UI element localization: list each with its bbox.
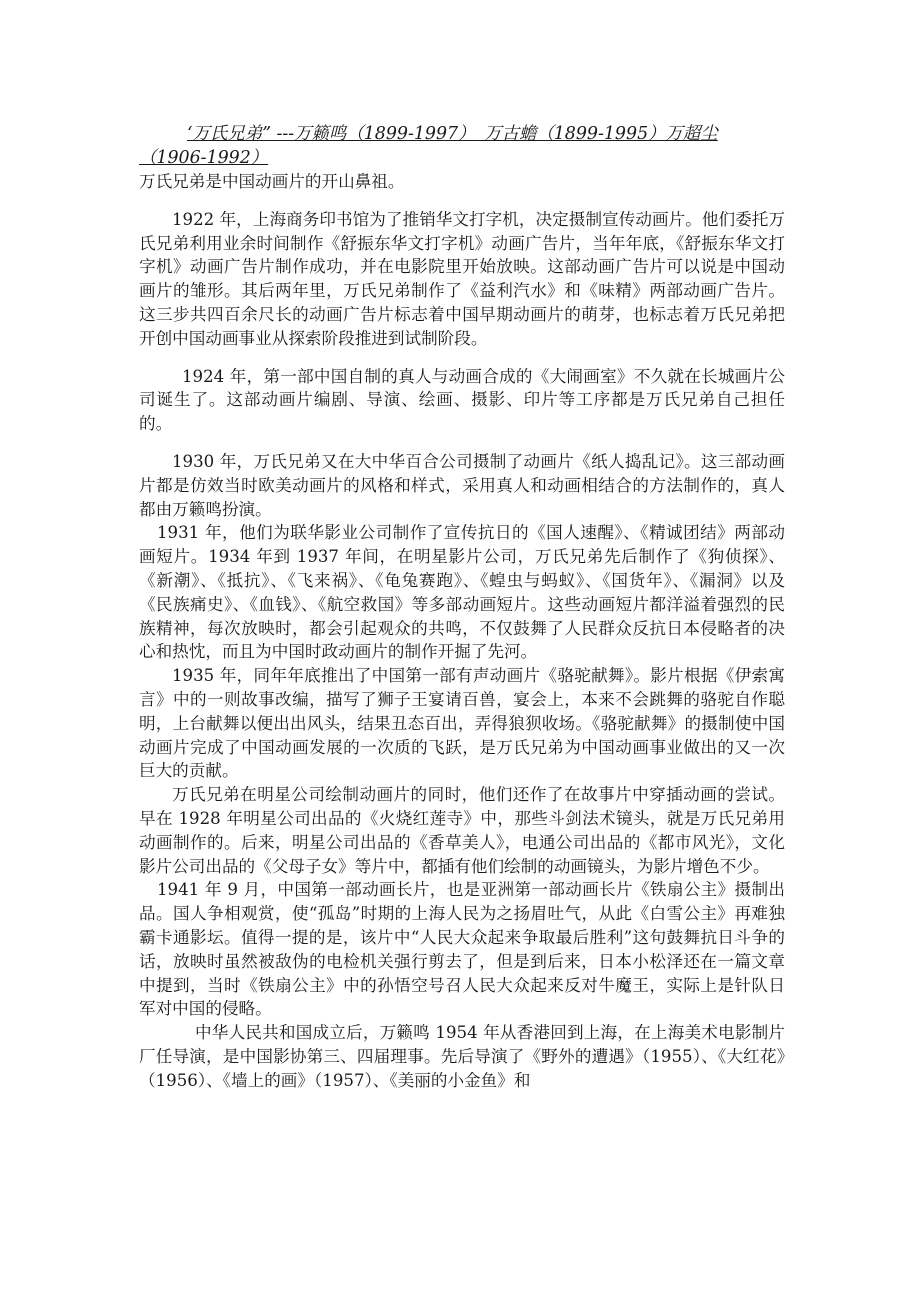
paragraph-after-1949: 中华人民共和国成立后，万籁鸣 1954 年从香港回到上海，在上海美术电影制片厂任导演，是中国影协第三、四届理事。先后导演了《野外的遭遇》（1955）、《大红花》（1956）、《墙上的画》（1957）、《美丽的小金鱼》和 bbox=[139, 1023, 785, 1090]
paragraph-1922: 1922 年，上海商务印书馆为了推销华文打字机，决定摄制宣传动画片。他们委托万氏兄弟利用业余时间制作《舒振东华文打字机》动画广告片，当年年底，《舒振东华文打字机》动画广告片制作成功，并在电影院里开始放映。这部动画广告片可以说是中国动画片的雏形。其后两年里，万氏兄弟制作了《益利汽水》和《味精》两部动画广告片。这三步共四百余尺长的动画广告片标志着中国早期动画片的萌芽，也标志着万氏兄弟把开创中国动画事业从探索阶段推进到试制阶段。 bbox=[139, 209, 785, 348]
paragraph-1930: 1930 年，万氏兄弟又在大中华百合公司摄制了动画片《纸人捣乱记》。这三部动画片都是仿效当时欧美动画片的风格和样式，采用真人和动画相结合的方法制作的，真人都由万籁鸣扮演。 bbox=[139, 451, 785, 519]
paragraph-story-films: 万氏兄弟在明星公司绘制动画片的同时，他们还作了在故事片中穿插动画的尝试。早在 1928 年明星公司出品的《火烧红莲寺》中，那些斗剑法术镜头，就是万氏兄弟用动画制作的。后来，明星公司出品的《香草美人》，电通公司出品的《都市风光》，文化影片公司出品的《父母子女》等片中，都插有他们绘制的动画镜头，为影片增色不少。 bbox=[139, 785, 785, 876]
document-page bbox=[139, 122, 785, 1092]
document-title: ‘万氏兄弟” ---万籁鸣（1899-1997） 万古蟾（1899-1995）万超尘（1906-1992） bbox=[139, 124, 718, 168]
paragraph-1924: 1924 年，第一部中国自制的真人与动画合成的《大闹画室》不久就在长城画片公司诞生了。这部动画片编剧、导演、绘画、摄影、印片等工序都是万氏兄弟自己担任的。 bbox=[139, 366, 785, 434]
paragraph-1931: 1931 年，他们为联华影业公司制作了宣传抗日的《国人速醒》、《精诚团结》两部动画短片。1934 年到 1937 年间，在明星影片公司，万氏兄弟先后制作了《狗侦探》、《新潮》、《抵抗》、《飞来祸》、《龟兔赛跑》、《蝗虫与蚂蚁》、《国货年》、《漏洞》以及《民族痛史》、《血钱》、《航空救国》等多部动画短片。这些动画短片都洋溢着强烈的民族精神，每次放映时，都会引起观众的共鸣，不仅鼓舞了人民群众反抗日本侵略者的决心和热忱，而且为中国时政动画片的制作开掘了先河。 bbox=[139, 523, 785, 662]
paragraph-1941: 1941 年 9 月，中国第一部动画长片，也是亚洲第一部动画长片《铁扇公主》摄制出品。国人争相观赏，使“孤岛”时期的上海人民为之扬眉吐气，从此《白雪公主》再难独霸卡通影坛。值得一提的是，该片中“人民大众起来争取最后胜利”这句鼓舞抗日斗争的话，放映时虽然被敌伪的电检机关强行剪去了，但是到后来，日本小松泽还在一篇文章中提到，当时《铁扇公主》中的孙悟空号召人民大众起来反对牛魔王，实际上是针队日军对中国的侵略。 bbox=[139, 880, 785, 1019]
paragraph-1935: 1935 年，同年年底推出了中国第一部有声动画片《骆驼献舞》。影片根据《伊索寓言》中的一则故事改编，描写了狮子王宴请百兽，宴会上，本来不会跳舞的骆驼自作聪明，上台献舞以便出出风头，结果丑态百出，弄得狼狈收场。《骆驼献舞》的摄制使中国动画片完成了中国动画发展的一次质的飞跃，是万氏兄弟为中国动画事业做出的又一次巨大的贡献。 bbox=[139, 666, 785, 781]
paragraph-intro: 万氏兄弟是中国动画片的开山鼻祖。 bbox=[139, 172, 405, 191]
